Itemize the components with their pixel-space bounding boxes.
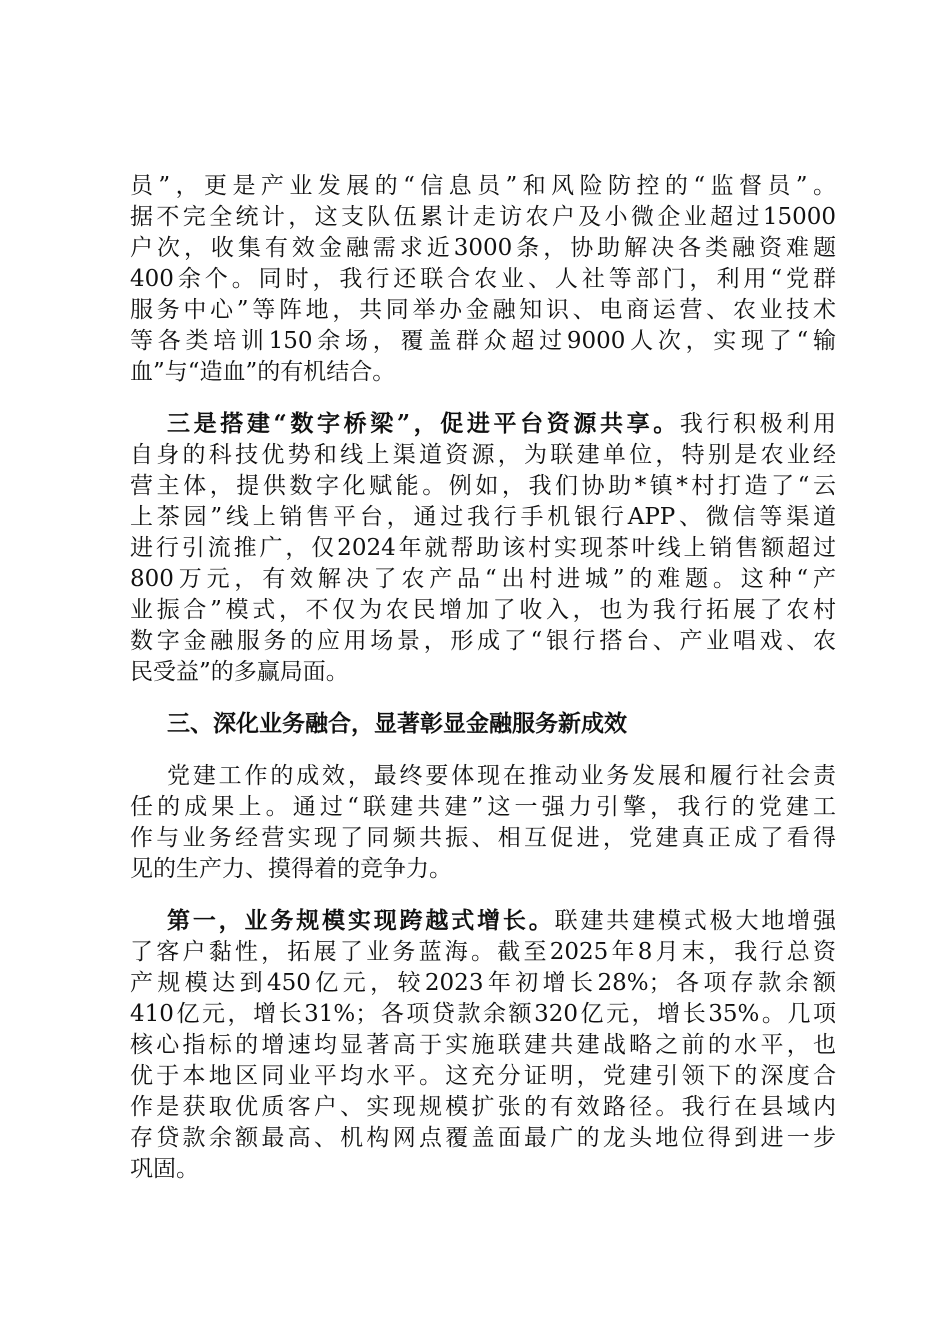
text-line: 核心指标的增速均显著高于实施联建共建战略之前的水平，也: [130, 1032, 836, 1058]
text-run: 我行积极利用: [679, 411, 836, 437]
text-line: 800万元，有效解决了农产品“出村进城”的难题。这种“产: [130, 566, 836, 592]
text-line: 营主体，提供数字化赋能。例如，我们协助*镇*村打造了“云: [130, 473, 836, 499]
text-line: 上茶园”线上销售平台，通过我行手机银行APP、微信等渠道: [130, 504, 836, 530]
text-line: 进行引流推广，仅2024年就帮助该村实现茶叶线上销售额超过: [130, 535, 836, 561]
text-line: 400余个。同时，我行还联合农业、人社等部门，利用“党群: [130, 266, 836, 292]
text-line: [167, 905, 836, 937]
text-line: 据不完全统计，这支队伍累计走访农户及小微企业超过15000: [130, 204, 836, 230]
text-line: 410亿元，增长31%；各项贷款余额320亿元，增长35%。几项: [130, 1001, 836, 1027]
text-line: 了客户黏性，拓展了业务蓝海。截至2025年8月末，我行总资: [130, 939, 836, 965]
text-line: 等各类培训150余场，覆盖群众超过9000人次，实现了“输: [130, 328, 836, 354]
text-line: 巩固。: [130, 1156, 199, 1182]
text-line: 存贷款余额最高、机构网点覆盖面最广的龙头地位得到进一步: [130, 1125, 836, 1151]
text-line: 民受益”的多赢局面。: [130, 659, 349, 685]
text-run: 联建共建模式极大地增强: [554, 908, 837, 934]
text-line: 员”，更是产业发展的“信息员”和风险防控的“监督员”。: [130, 173, 836, 199]
text-line: 党建工作的成效，最终要体现在推动业务发展和履行社会责: [167, 763, 836, 789]
text-line: 服务中心”等阵地，共同举办金融知识、电商运营、农业技术: [130, 297, 836, 323]
text-line: 户次，收集有效金融需求近3000条，协助解决各类融资难题: [130, 235, 836, 261]
text-line: 优于本地区同业平均水平。这充分证明，党建引领下的深度合: [130, 1063, 836, 1089]
bold-lead: 第一，业务规模实现跨越式增长。: [167, 907, 555, 934]
text-line: 血”与“造血”的有机结合。: [130, 359, 396, 385]
text-line: 任的成果上。通过“联建共建”这一强力引擎，我行的党建工: [130, 794, 836, 820]
text-line: 作是获取优质客户、实现规模扩张的有效路径。我行在县域内: [130, 1094, 836, 1120]
text-line: 自身的科技优势和线上渠道资源，为联建单位，特别是农业经: [130, 442, 836, 468]
section-heading: 三、深化业务融合，显著彰显金融服务新成效: [167, 710, 627, 737]
bold-lead: 三是搭建“数字桥梁”，促进平台资源共享。: [167, 410, 680, 437]
text-line: 产规模达到450亿元，较2023年初增长28%；各项存款余额: [130, 970, 836, 996]
text-line: [167, 408, 836, 440]
text-line: 业振合”模式，不仅为农民增加了收入，也为我行拓展了农村: [130, 597, 836, 623]
text-line: 作与业务经营实现了同频共振、相互促进，党建真正成了看得: [130, 825, 836, 851]
text-line: 数字金融服务的应用场景，形成了“银行搭台、产业唱戏、农: [130, 628, 836, 654]
text-line: 见的生产力、摸得着的竞争力。: [130, 856, 452, 882]
